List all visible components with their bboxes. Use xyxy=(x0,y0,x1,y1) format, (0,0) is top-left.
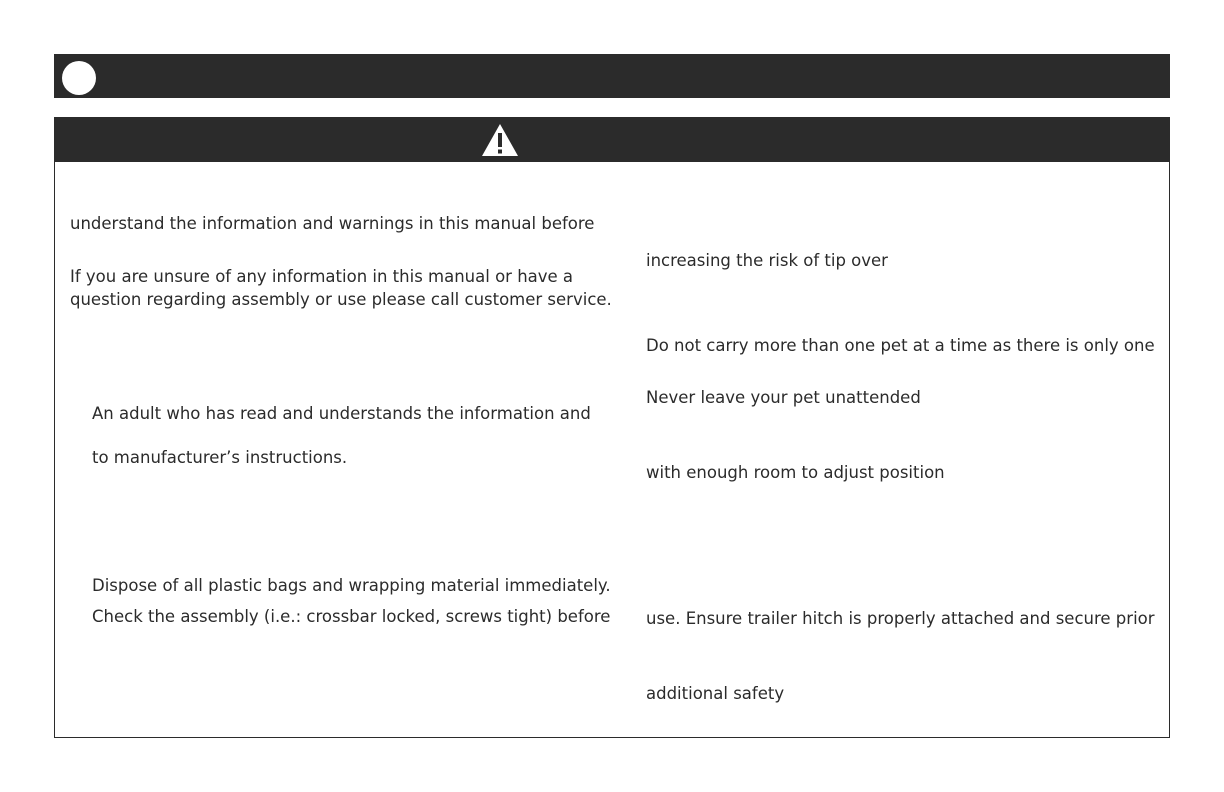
right-text-line: Do not carry more than one pet at a time as there is only one xyxy=(646,336,1155,355)
left-text-line: question regarding assembly or use please call customer service. xyxy=(70,290,612,309)
section-number-circle xyxy=(62,61,96,95)
left-text-line: If you are unsure of any information in this manual or have a xyxy=(70,267,574,286)
right-text-line: Never leave your pet unattended xyxy=(646,388,921,407)
right-text-line: use. Ensure trailer hitch is properly attached and secure prior xyxy=(646,609,1155,628)
section-header-bar xyxy=(54,54,1170,98)
right-text-line: additional safety xyxy=(646,684,785,703)
left-text-line: understand the information and warnings in this manual before xyxy=(70,214,595,233)
right-text-line: increasing the risk of tip over xyxy=(646,251,888,270)
left-text-line: An adult who has read and understands the information and xyxy=(92,404,591,423)
left-text-line: to manufacturer’s instructions. xyxy=(92,448,348,467)
warning-triangle-icon xyxy=(481,123,519,157)
right-text-line: with enough room to adjust position xyxy=(646,463,945,482)
left-text-line: Dispose of all plastic bags and wrapping material immediately. xyxy=(92,576,611,595)
left-text-line: Check the assembly (i.e.: crossbar locked, screws tight) before xyxy=(92,607,611,626)
warning-panel xyxy=(54,117,1170,738)
warning-header-bar xyxy=(55,118,1169,162)
